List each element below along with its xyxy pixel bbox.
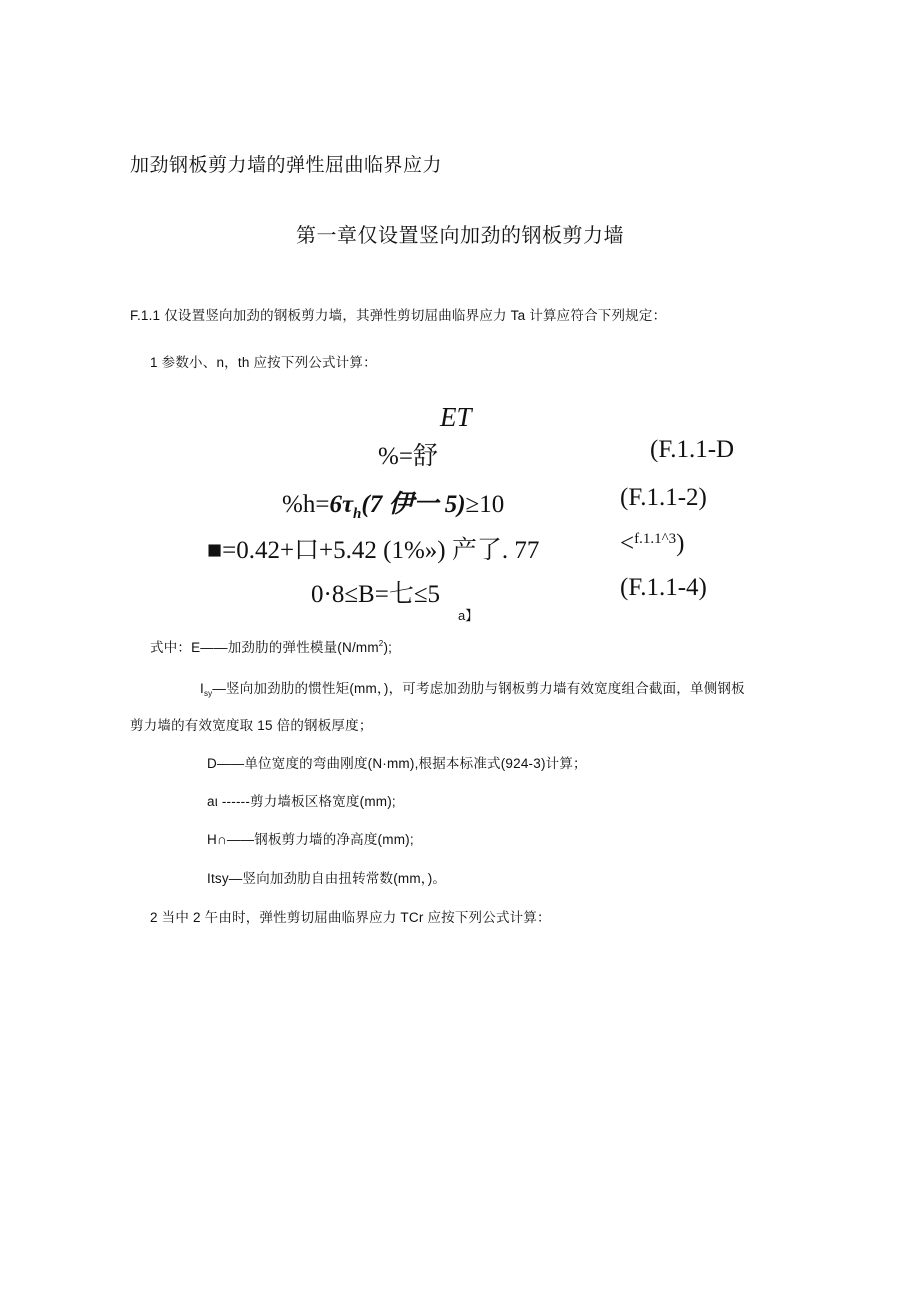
formula-3-number-sup: f.1.1^3 (634, 531, 677, 547)
definition-isy-continued: 剪力墙的有效宽度取 15 倍的钢板厚度； (130, 718, 373, 733)
formula-3-expression: ■=0.42+口+5.42 (1%») 产了. 77 (207, 537, 540, 564)
formula-3-number-start: < (620, 530, 635, 557)
chapter-title: 第一章仅设置竖向加劲的钢板剪力墙 (296, 225, 624, 247)
definition-isy-symbol: I (200, 681, 204, 696)
definition-e (150, 636, 392, 656)
formula-2-part-end: ≥10 (465, 491, 505, 518)
definition-e-sup: 2 (378, 639, 384, 648)
definition-isy-text: —竖向加劲肋的惯性矩(mm，)，可考虑加劲肋与钢板剪力墙有效宽度组合截面，单侧钢板 (212, 681, 745, 696)
formula-top-fragment: ET (440, 402, 472, 432)
definition-isy (200, 677, 745, 698)
definition-itsy: Itsy—竖向加劲肋自由扭转常数(mm，)。 (207, 871, 447, 886)
document-title: 加劲钢板剪力墙的弹性屈曲临界应力 (130, 155, 443, 176)
formula-2-tau-sub: h (353, 506, 362, 522)
definition-isy-sub: sy (203, 689, 213, 698)
formula-fragment-under: a】 (458, 608, 479, 623)
item1-intro: 1 参数小、n，th 应按下列公式计算： (150, 355, 377, 370)
formula-3-number (620, 530, 684, 558)
definition-h: H∩——钢板剪力墙的净高度(mm); (207, 832, 414, 847)
formula-2-part-start: %h= (282, 491, 330, 518)
formula-4-number: (F.1.1-4) (620, 574, 707, 601)
formula-2-tau: 6τ (329, 491, 354, 518)
definition-e-suffix: ); (383, 640, 393, 655)
definition-d: D——单位宽度的弯曲刚度(N·mm),根据本标准式(924-3)计算； (207, 756, 587, 771)
formula-4-expression: 0·8≤B=七≤5 (311, 581, 441, 608)
definition-e-prefix: 式中：E——加劲肋的弹性模量(N/mm (150, 640, 379, 655)
definition-a: aι ------剪力墙板区格宽度(mm); (207, 794, 396, 809)
item2-intro: 2 当中 2 午由时，弹性剪切屈曲临界应力 TCr 应按下列公式计算： (150, 910, 551, 925)
formula-2-part-italic: (7 伊一 5) (361, 491, 466, 518)
formula-1-number: (F.1.1-D (650, 436, 735, 463)
clause-intro: F.1.1 仅设置竖向加劲的钢板剪力墙，其弹性剪切屈曲临界应力 Ta 计算应符合下列规定： (130, 308, 667, 323)
formula-1-expression: %=舒 (378, 443, 438, 470)
formula-2-expression (282, 484, 504, 523)
formula-2-number: (F.1.1-2) (620, 484, 707, 511)
formula-2-part-bold (329, 491, 466, 522)
formula-3-number-end: ) (676, 530, 685, 557)
